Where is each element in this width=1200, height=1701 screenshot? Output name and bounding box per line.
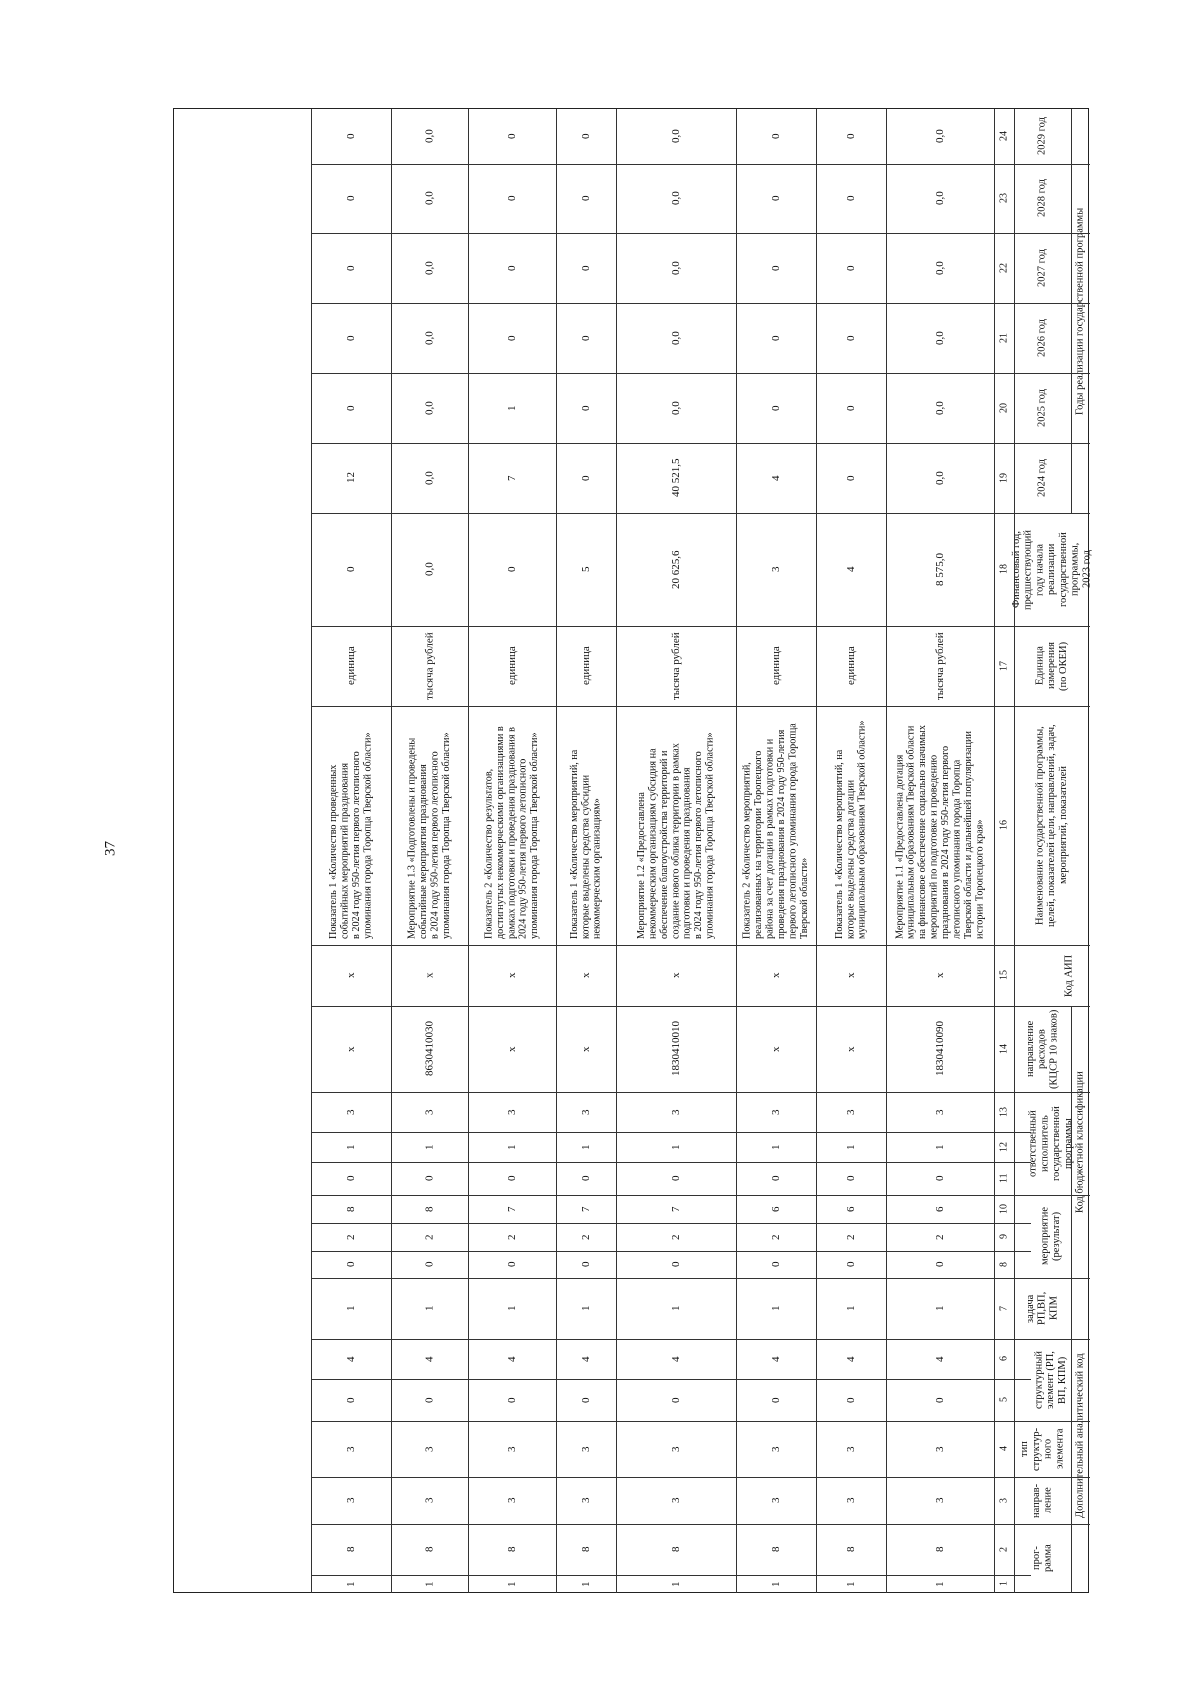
year-value-cell: 0: [844, 405, 857, 411]
code-cell: 8: [423, 1546, 436, 1553]
grid-line: [1071, 109, 1072, 513]
code-cell: 1: [669, 1305, 682, 1312]
code-cell: 3: [933, 1446, 946, 1452]
column-number: 14: [998, 1044, 1010, 1054]
code-cell: 3: [769, 1446, 782, 1452]
code-cell: 1: [505, 1144, 518, 1150]
year-value-cell: 0,0: [933, 471, 946, 485]
header-aip-code: Код АИП: [1063, 954, 1075, 997]
unit-cell: единица: [505, 646, 518, 686]
year-value-cell: 0: [769, 265, 782, 271]
code-cell: 3: [669, 1109, 682, 1115]
code-cell: 0: [669, 1397, 682, 1403]
aip-cell: x: [579, 972, 592, 979]
unit-cell: единица: [769, 646, 782, 686]
year-value-cell: 0,0: [669, 261, 682, 275]
column-number: 18: [998, 564, 1010, 575]
year-value-cell: 0: [844, 475, 857, 481]
code-cell: 0: [844, 1261, 857, 1268]
year-value-cell: 0: [579, 405, 592, 411]
kcsr-cell: 8630410030: [423, 1021, 436, 1077]
column-number: 17: [998, 661, 1010, 671]
code-cell: 1: [669, 1581, 682, 1587]
year-value-cell: 0,0: [933, 191, 946, 206]
code-cell: 0: [505, 1261, 518, 1268]
year-value-cell: 12: [344, 472, 357, 484]
code-cell: 0: [423, 1397, 436, 1403]
grid-line: [1014, 109, 1015, 1593]
kcsr-cell: 1830410010: [669, 1021, 682, 1077]
code-cell: 1: [769, 1144, 782, 1150]
kcsr-cell: 1830410090: [933, 1021, 946, 1077]
year-value-cell: 0: [579, 335, 592, 341]
year-value-cell: 0,0: [669, 129, 682, 144]
year-value-cell: 0,0: [669, 401, 682, 415]
year-value-cell: 0: [505, 195, 518, 202]
header-year-4: 2027 год: [1036, 249, 1048, 287]
unit-cell: единица: [344, 646, 357, 686]
header-budget-code: Код бюджетной классификации: [1074, 1071, 1086, 1213]
header-program: прог- рамма: [1030, 1544, 1054, 1573]
code-cell: 3: [579, 1446, 592, 1452]
header-task: задача РП,ВП, КПМ: [1024, 1291, 1060, 1326]
column-number: 3: [998, 1498, 1010, 1503]
code-cell: 2: [423, 1234, 436, 1240]
year-value-cell: 0: [769, 405, 782, 411]
year-value-cell: 0,0: [933, 129, 946, 144]
code-cell: 2: [344, 1234, 357, 1240]
unit-cell: единица: [579, 646, 592, 686]
code-cell: 1: [423, 1144, 436, 1150]
row-description: Мероприятие 1.2 «Предоставлена некоммерческим организациям субсидия на обеспечение благоустройства территорий и создание нового облика территории в рамках подготовки и проведения празднования в 2024 году 950-летия первого летописного упоминания города Торопца Тверской области»: [636, 732, 716, 939]
code-cell: 6: [769, 1206, 782, 1212]
year-value-cell: 0,0: [423, 261, 436, 275]
code-cell: 8: [423, 1206, 436, 1212]
year-value-cell: 0,0: [423, 471, 436, 485]
code-cell: 1: [579, 1144, 592, 1150]
year-value-cell: 0,0: [933, 261, 946, 275]
year-value-cell: 0,0: [669, 191, 682, 206]
code-cell: 3: [423, 1446, 436, 1452]
code-cell: 3: [505, 1446, 518, 1452]
row-description: Мероприятие 1.3 «Подготовлены и проведены событийные мероприятия празднования в 2024 году 950-летия первого летописного упоминания города Торопца Тверской области»: [406, 732, 452, 939]
code-cell: 8: [344, 1206, 357, 1212]
code-cell: 3: [769, 1109, 782, 1115]
header-struct-type: тип структур- ного элемента: [1019, 1427, 1066, 1471]
year-value-cell: 40 521,5: [669, 458, 682, 498]
column-number: 10: [998, 1204, 1010, 1214]
code-cell: 0: [344, 1261, 357, 1268]
unit-cell: единица: [844, 646, 857, 686]
header-executor: ответственный исполнитель государственной программы: [1027, 1106, 1074, 1181]
aip-cell: x: [933, 972, 946, 979]
year-value-cell: 0: [769, 133, 782, 140]
code-cell: 3: [344, 1497, 357, 1504]
year-value-cell: 7: [505, 475, 518, 481]
year-value-cell: 0: [769, 195, 782, 202]
kcsr-cell: x: [579, 1046, 592, 1052]
year-value-cell: 0: [344, 133, 357, 140]
year-value-cell: 4: [769, 475, 782, 481]
year-value-cell: 0,0: [423, 129, 436, 144]
column-number: 8: [998, 1262, 1010, 1267]
code-cell: 1: [579, 1305, 592, 1312]
column-number: 21: [998, 333, 1010, 343]
code-cell: 4: [579, 1356, 592, 1362]
year-value-cell: 0: [344, 405, 357, 411]
code-cell: 8: [669, 1546, 682, 1553]
unit-cell: тысяча рублей: [933, 632, 946, 700]
code-cell: 1: [769, 1305, 782, 1312]
code-cell: 0: [933, 1261, 946, 1268]
code-cell: 1: [344, 1305, 357, 1312]
base-year-cell: 4: [844, 566, 857, 573]
code-cell: 8: [579, 1546, 592, 1553]
code-cell: 2: [505, 1234, 518, 1240]
code-cell: 1: [344, 1581, 357, 1587]
header-years-group: Годы реализации государственной программы: [1074, 207, 1086, 415]
year-value-cell: 0,0: [933, 331, 946, 345]
year-value-cell: 0: [579, 195, 592, 202]
header-year-5: 2028 год: [1036, 179, 1048, 218]
header-unit: Единица измерения (по ОКЕИ): [1034, 641, 1069, 691]
column-number: 13: [998, 1107, 1010, 1117]
row-description: Показатель 1 «Количество мероприятий, на которые выделены средства дотации муниципальным образованиям Тверской области»: [833, 720, 868, 939]
year-value-cell: 0: [579, 133, 592, 140]
year-value-cell: 0: [844, 335, 857, 341]
aip-cell: x: [344, 972, 357, 979]
code-cell: 3: [344, 1109, 357, 1115]
code-cell: 0: [844, 1175, 857, 1182]
row-description: Мероприятие 1.1 «Предоставлена дотация муниципальным образованиям Тверской области на финансовое обеспечение социально значимых мероприятий по подготовке и проведению празднования в 2024 году 950-летия первого летописного упоминания города Торопца Тверской области и дальнейшей популяризации истории Торопецкого края»: [894, 725, 986, 939]
code-cell: 0: [344, 1397, 357, 1403]
code-cell: 6: [844, 1206, 857, 1212]
code-cell: 0: [344, 1175, 357, 1182]
code-cell: 8: [933, 1546, 946, 1553]
code-cell: 0: [769, 1261, 782, 1268]
header-name: Наименование государственной программы, целей, показателей цели, направлений, задач, мероприятий, показателей: [1034, 724, 1069, 927]
code-cell: 0: [933, 1397, 946, 1403]
program-table: [173, 108, 1093, 1593]
code-cell: 0: [423, 1261, 436, 1268]
code-cell: 1: [505, 1581, 518, 1587]
grid-line: [994, 109, 995, 1593]
year-value-cell: 0: [505, 335, 518, 341]
code-cell: 3: [933, 1497, 946, 1504]
code-cell: 1: [505, 1305, 518, 1312]
code-cell: 7: [579, 1206, 592, 1212]
code-cell: 0: [669, 1175, 682, 1182]
code-cell: 3: [505, 1497, 518, 1504]
code-cell: 1: [844, 1581, 857, 1587]
code-cell: 3: [669, 1497, 682, 1504]
base-year-cell: 0: [344, 566, 357, 573]
base-year-cell: 0,0: [423, 562, 436, 577]
column-number: 22: [998, 263, 1010, 273]
aip-cell: x: [769, 972, 782, 979]
code-cell: 1: [344, 1144, 357, 1150]
code-cell: 1: [423, 1581, 436, 1587]
code-cell: 1: [423, 1305, 436, 1312]
code-cell: 6: [933, 1206, 946, 1212]
year-value-cell: 0: [344, 335, 357, 341]
header-analytic-code: Дополнительный аналитический код: [1074, 1353, 1086, 1518]
base-year-cell: 5: [579, 566, 592, 573]
header-expense-direction: направление расходов (КЦСР 10 знаков): [1024, 1009, 1060, 1089]
code-cell: 3: [423, 1109, 436, 1115]
header-measure: мероприятие (результат): [1039, 1207, 1062, 1266]
year-value-cell: 0: [769, 335, 782, 341]
code-cell: 1: [933, 1305, 946, 1312]
base-year-cell: 0: [505, 566, 518, 573]
code-cell: 8: [844, 1546, 857, 1553]
code-cell: 2: [579, 1234, 592, 1240]
code-cell: 3: [769, 1497, 782, 1504]
column-number: 4: [998, 1446, 1010, 1452]
code-cell: 4: [933, 1356, 946, 1362]
aip-cell: x: [669, 972, 682, 979]
year-value-cell: 0: [844, 195, 857, 202]
code-cell: 0: [844, 1397, 857, 1403]
base-year-cell: 8 575,0: [933, 553, 946, 586]
column-number: 20: [998, 403, 1010, 413]
column-number: 7: [998, 1306, 1010, 1311]
header-year-1: 2024 год: [1036, 459, 1048, 497]
code-cell: 2: [933, 1234, 946, 1240]
year-value-cell: 0,0: [423, 401, 436, 415]
code-cell: 1: [769, 1581, 782, 1587]
code-cell: 3: [844, 1109, 857, 1115]
kcsr-cell: x: [844, 1046, 857, 1052]
row-description: Показатель 1 «Количество мероприятий, на которые выделены средства субсидии некоммерческим организациям»: [568, 749, 603, 939]
code-cell: 2: [769, 1234, 782, 1240]
column-number: 12: [998, 1142, 1010, 1152]
code-cell: 3: [844, 1497, 857, 1504]
year-value-cell: 0: [579, 265, 592, 271]
code-cell: 3: [669, 1446, 682, 1452]
kcsr-cell: x: [505, 1046, 518, 1052]
column-number: 6: [998, 1356, 1010, 1362]
code-cell: 3: [344, 1446, 357, 1452]
header-fiscal-year: Финансовый год, предшествующий году начала реализации государственной программы, 2023 год: [1010, 529, 1093, 610]
code-cell: 0: [669, 1261, 682, 1268]
code-cell: 1: [844, 1144, 857, 1150]
year-value-cell: 0: [844, 133, 857, 140]
aip-cell: x: [505, 972, 518, 979]
code-cell: 4: [423, 1356, 436, 1362]
year-value-cell: 0,0: [933, 401, 946, 415]
page-number: 37: [102, 841, 119, 856]
column-number: 23: [998, 193, 1010, 204]
year-value-cell: 0,0: [669, 331, 682, 345]
code-cell: 2: [844, 1234, 857, 1240]
row-description: Показатель 1 «Количество проведенных событийных мероприятий празднования в 2024 году 950-летия первого летописного упоминания города Торопца Тверской области»: [328, 732, 374, 939]
row-description: Показатель 2 «Количество мероприятий, реализованных на территории Торопецкого района за счет дотации в рамках подготовки и проведения празднования в 2024 году 950-летия первого летописного упоминания города Торопца Тверской области»: [741, 723, 810, 939]
column-number: 5: [998, 1397, 1010, 1403]
base-year-cell: 3: [769, 566, 782, 573]
code-cell: 7: [669, 1206, 682, 1212]
column-number: 19: [998, 473, 1010, 483]
header-year-3: 2026 год: [1036, 319, 1048, 357]
code-cell: 0: [423, 1175, 436, 1182]
year-value-cell: 0: [344, 195, 357, 202]
code-cell: 8: [505, 1546, 518, 1553]
row-description: Показатель 2 «Количество результатов, достигнутых некоммерческими организациями в рамках подготовки и проведения празднования в 2024 году 950-летия первого летописного упоминания города Торопца Тверской области»: [483, 726, 541, 939]
code-cell: 0: [579, 1175, 592, 1182]
header-struct-element: структурный элемент (РП, ВП, КПМ): [1033, 1351, 1068, 1409]
code-cell: 0: [505, 1175, 518, 1182]
grid-line: [311, 706, 1090, 707]
year-value-cell: 0: [344, 265, 357, 271]
code-cell: 8: [344, 1546, 357, 1553]
code-cell: 1: [669, 1144, 682, 1150]
column-number: 9: [998, 1234, 1010, 1240]
code-cell: 3: [579, 1497, 592, 1504]
kcsr-cell: x: [344, 1046, 357, 1052]
grid-line: [1071, 1278, 1072, 1593]
header-year-6: 2029 год: [1036, 117, 1048, 156]
code-cell: 3: [505, 1109, 518, 1115]
code-cell: 3: [844, 1446, 857, 1452]
code-cell: 0: [769, 1397, 782, 1403]
code-cell: 4: [669, 1356, 682, 1362]
code-cell: 8: [769, 1546, 782, 1553]
year-value-cell: 0: [844, 265, 857, 271]
code-cell: 1: [933, 1144, 946, 1150]
code-cell: 0: [505, 1397, 518, 1403]
year-value-cell: 0: [505, 133, 518, 140]
kcsr-cell: x: [769, 1046, 782, 1052]
aip-cell: x: [844, 972, 857, 979]
column-number: 11: [998, 1173, 1010, 1184]
column-number: 1: [998, 1581, 1010, 1587]
code-cell: 3: [579, 1109, 592, 1115]
code-cell: 3: [423, 1497, 436, 1504]
code-cell: 2: [669, 1234, 682, 1240]
unit-cell: тысяча рублей: [669, 632, 682, 700]
year-value-cell: 0,0: [423, 331, 436, 345]
base-year-cell: 20 625,6: [669, 550, 682, 589]
year-value-cell: 0: [579, 475, 592, 481]
code-cell: 1: [844, 1305, 857, 1312]
code-cell: 0: [579, 1397, 592, 1403]
header-year-2: 2025 год: [1036, 389, 1048, 427]
column-number: 15: [998, 970, 1010, 981]
code-cell: 1: [579, 1581, 592, 1587]
column-number: 2: [998, 1547, 1010, 1552]
code-cell: 0: [579, 1261, 592, 1268]
header-direction: направ- ление: [1030, 1483, 1054, 1518]
code-cell: 3: [933, 1109, 946, 1115]
column-number: 24: [998, 131, 1010, 142]
aip-cell: x: [423, 972, 436, 979]
year-value-cell: 0: [505, 265, 518, 271]
code-cell: 0: [933, 1175, 946, 1182]
column-number: 16: [998, 820, 1010, 831]
unit-cell: тысяча рублей: [423, 632, 436, 700]
grid-line: [1071, 1006, 1072, 1278]
year-value-cell: 1: [505, 405, 518, 411]
code-cell: 7: [505, 1206, 518, 1212]
code-cell: 0: [769, 1175, 782, 1182]
code-cell: 4: [769, 1356, 782, 1362]
code-cell: 4: [505, 1356, 518, 1362]
code-cell: 1: [933, 1581, 946, 1587]
code-cell: 4: [344, 1356, 357, 1362]
year-value-cell: 0,0: [423, 191, 436, 206]
code-cell: 4: [844, 1356, 857, 1362]
